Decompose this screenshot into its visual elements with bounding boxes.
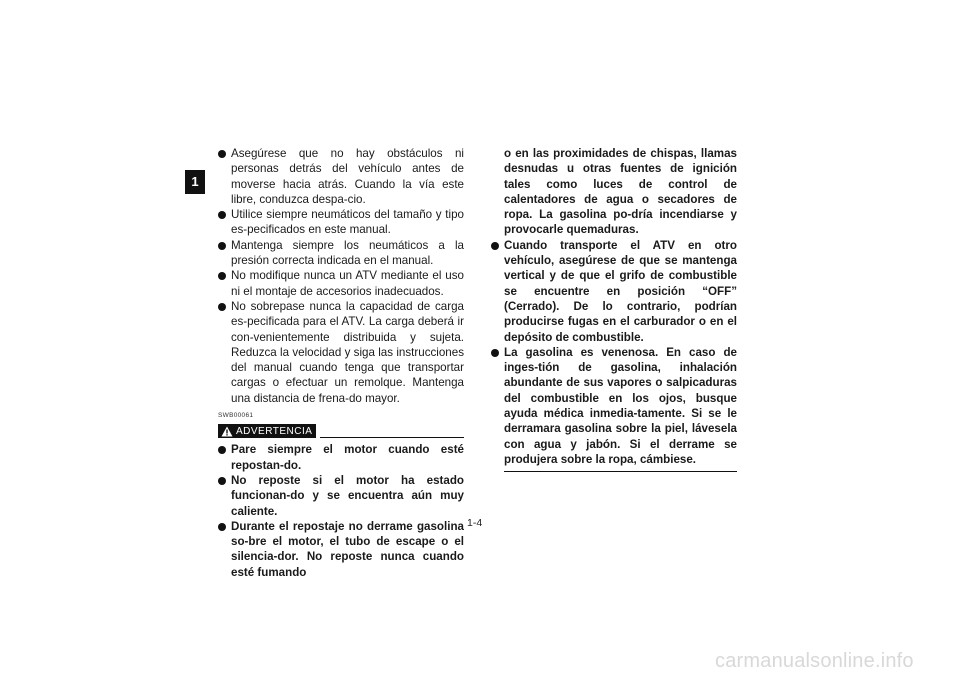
list-item: Pare siempre el motor cuando esté repostan-do. [218,442,464,473]
warning-continuation: o en las proximidades de chispas, llamas desnudas u otras fuentes de ignición tales como luces de control de calentadores de agua o secadores de ropa. La gasolina po-dría incendiarse y provocarle quemaduras. [504,147,737,237]
list-item: No modifique nunca un ATV mediante el uso ni el montaje de accesorios inadecuados. [218,268,464,299]
bullet-icon [218,150,226,158]
bullet-icon [491,242,499,250]
bullet-icon [218,477,226,485]
bullet-icon [218,242,226,250]
list-item: No reposte si el motor ha estado funcionan-do y se encuentra aún muy caliente. [218,473,464,519]
bullet-icon [491,349,499,357]
chapter-tab: 1 [185,170,205,194]
warning-list-continued [491,238,737,467]
warning-end-rule [504,471,737,472]
bullet-icon [218,523,226,531]
left-column [218,146,464,580]
list-item: Mantenga siempre los neumáticos a la presión correcta indicada en el manual. [218,238,464,269]
list-item: Asegúrese que no hay obstáculos ni personas detrás del vehículo antes de moverse hacia atrás. Cuando la vía este libre, conduzca despa-cio. [218,146,464,207]
bullet-icon [218,211,226,219]
bullet-icon [218,446,226,454]
list-item: La gasolina es venenosa. En caso de inges-tión de gasolina, inhalación abundante de sus vapores o salpicaduras del combustible en los ojos, busque ayuda médica inmedia-tamente. Si se le derramara gasolina sobre la piel, lávesela con agua y jabón. Si el derrame se produjera sobre la ropa, cámbiese. [491,345,737,467]
warning-code: SWB00061 [218,412,254,420]
warning-triangle-icon [221,426,233,437]
safety-list [218,146,464,406]
warning-badge [218,424,316,438]
warning-label: ADVERTENCIA [236,425,313,437]
bullet-icon [218,272,226,280]
list-item: Cuando transporte el ATV en otro vehículo, asegúrese de que se mantenga vertical y de que el grifo de combustible se encuentre en posición “OFF” (Cerrado). De lo contrario, podrían producirse fugas en el carburador o en el depósito de combustible. [491,238,737,345]
list-item: Durante el repostaje no derrame gasolina so-bre el motor, el tubo de escape o el silencia-dor. No reposte nunca cuando esté fumando [218,519,464,580]
right-column [491,146,737,472]
list-item: Utilice siempre neumáticos del tamaño y tipo es-pecificados en este manual. [218,207,464,238]
bullet-icon [218,303,226,311]
warning-list [218,442,464,580]
list-item: No sobrepase nunca la capacidad de carga es-pecificada para el ATV. La carga deberá ir con-venientemente distribuida y sujeta. Reduzca la velocidad y siga las instrucciones del manual cuando tenga que transportar cargas o efectuar un remolque. Mantenga una distancia de frena-do mayor. [218,299,464,406]
page-number: 1-4 [467,517,483,529]
warning-rule [320,437,464,438]
watermark: carmanualsonline.info [715,650,914,672]
warning-header [218,424,464,438]
